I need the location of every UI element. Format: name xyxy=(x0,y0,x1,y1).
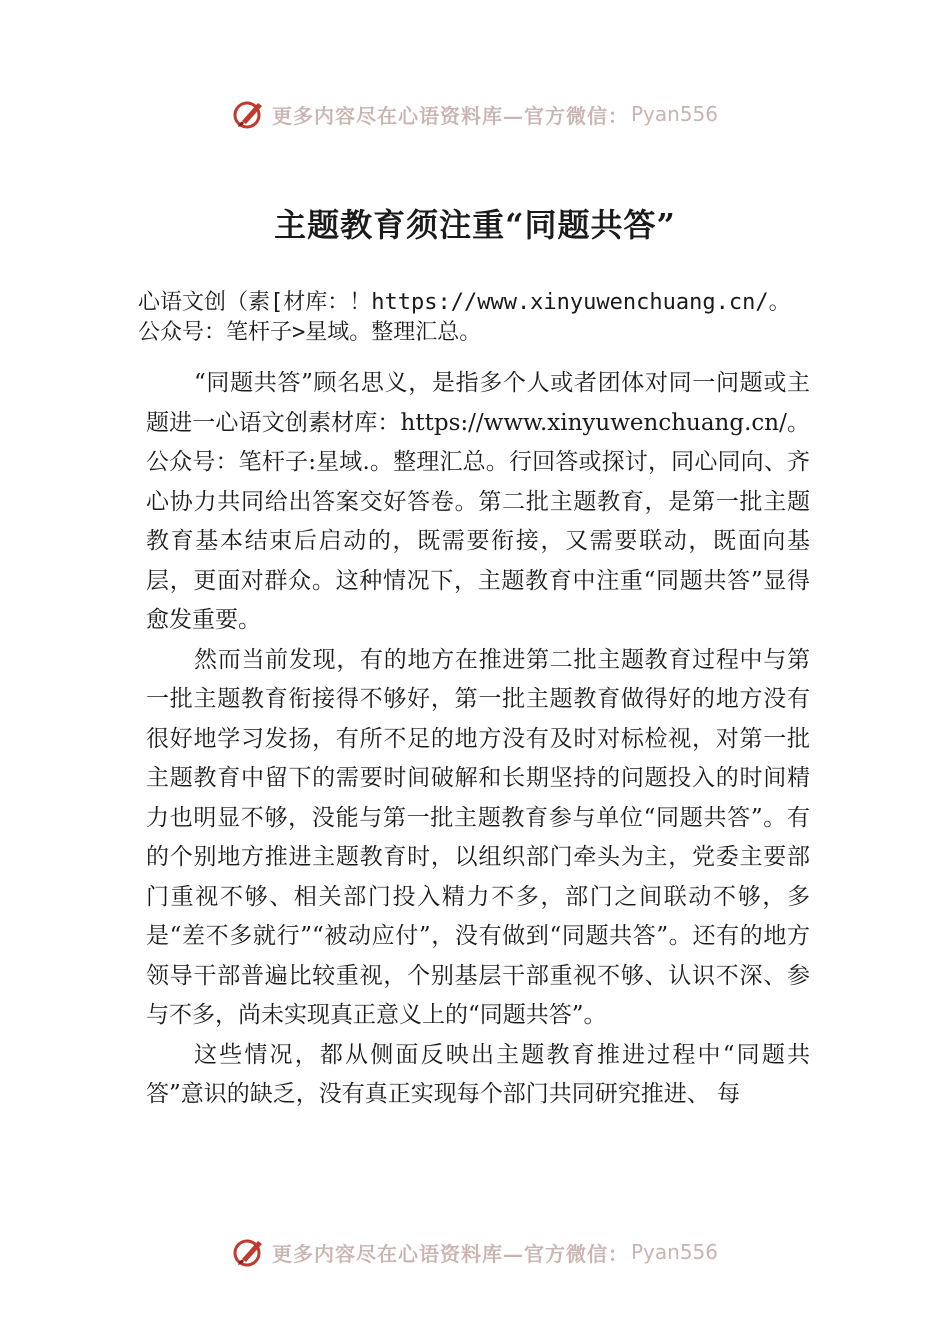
paragraph: “同题共答”顾名思义，是指多个人或者团体对同一问题或主题进一心语文创素材库：https://www.xinyuwenchuang.cn/。公众号：笔杆子:星域.。整理汇总。行回答或探讨，同心同向、齐心协力共同给出答案交好答卷。第二批主题教育，是第一批主题教育基本结束后启动的，既需要衔接，又需要联动，既面向基层，更面对群众。这种情况下，主题教育中注重“同题共答”显得愈发重要。 xyxy=(146,370,810,633)
pen-logo-icon xyxy=(232,1235,266,1269)
banner-text: 更多内容尽在心语资料库—官方微信： xyxy=(271,103,629,128)
source-line: 心语文创（素[材库：！https://www.xinyuwenchuang.cn/。 xyxy=(138,290,791,315)
paragraph: 这些情况，都从侧面反映出主题教育推进过程中“同题共答”意识的缺乏，没有真正实现每个部门共同研究推进、 每 xyxy=(146,1041,810,1107)
source-line: 公众号：笔杆子>星域。整理汇总。 xyxy=(138,320,482,345)
paragraph: 然而当前发现，有的地方在推进第二批主题教育过程中与第一批主题教育衔接得不够好，第一批主题教育做得好的地方没有很好地学习发扬，有所不足的地方没有及时对标检视，对第一批主题教育中留下的需要时间破解和长期坚持的问题投入的时间精力也明显不够，没能与第一批主题教育参与单位“同题共答”。有的个别地方推进主题教育时，以组织部门牵头为主，党委主要部门重视不够、相关部门投入精力不多，部门之间联动不够，多是“差不多就行”“被动应付”，没有做到“同题共答”。还有的地方领导干部普遍比较重视，个别基层干部重视不够、认识不深、参与不多，尚未实现真正意义上的“同题共答”。 xyxy=(146,646,810,1028)
document-body xyxy=(146,364,810,1115)
document-title: 主题教育须注重“同题共答” xyxy=(274,206,676,244)
source-note xyxy=(138,288,828,348)
pen-logo-icon xyxy=(232,97,266,131)
footer-watermark-banner xyxy=(0,1232,950,1272)
banner-text: 更多内容尽在心语资料库—官方微信： xyxy=(271,1241,629,1266)
header-watermark-banner xyxy=(0,94,950,134)
banner-wechat-id: Pyan556 xyxy=(630,102,718,126)
banner-wechat-id: Pyan556 xyxy=(630,1240,718,1264)
